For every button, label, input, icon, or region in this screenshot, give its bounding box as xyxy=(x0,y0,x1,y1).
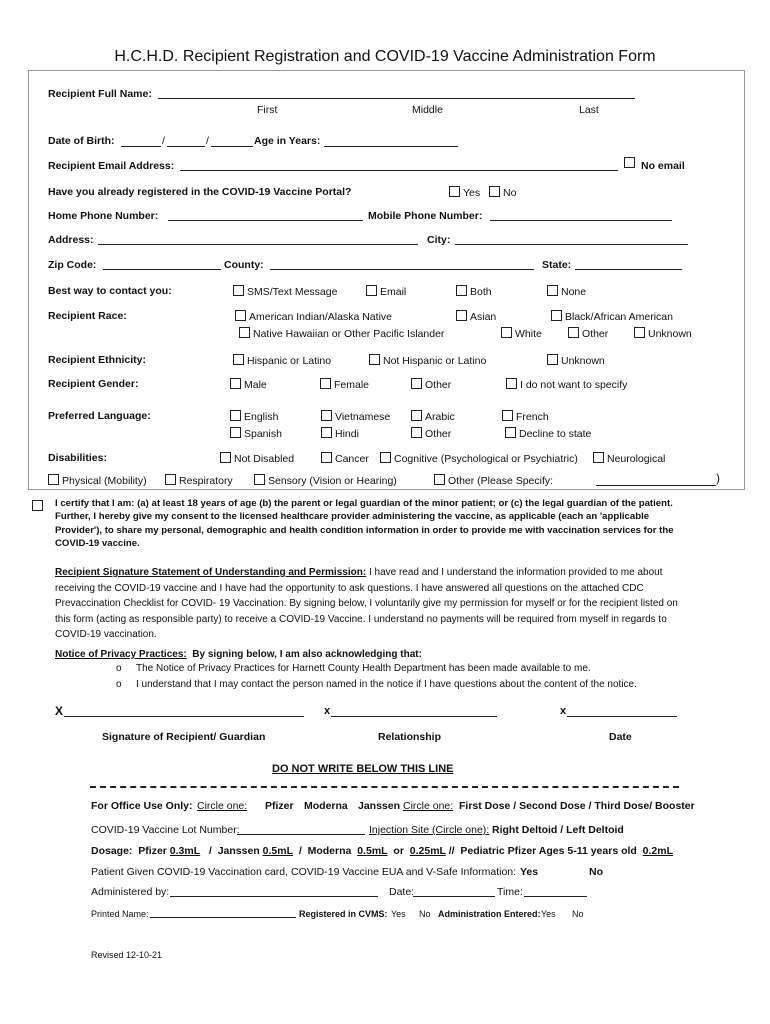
checkbox[interactable] xyxy=(456,310,467,321)
middle-name-caption: Middle xyxy=(412,104,443,116)
statement-text: I have read and I understand the information provided to me about receiving the COVID-19 vaccine and I have had the opportunity to ask questions. I have answered all questions on the attached CDC Prevaccination Checklist for COVID- 19 Vaccination. By signing below, I voluntarily give my permission for myself or for the recipient listed on this form (acting as responsible party) to receive a COVID-19 Vaccine. I understand no payments will be required from myself in regards to COVID-19 vaccination. xyxy=(55,567,678,640)
statement-paragraph xyxy=(55,565,685,643)
checkbox[interactable] xyxy=(366,285,377,296)
dob-label: Date of Birth: xyxy=(48,135,115,147)
address-field[interactable] xyxy=(98,244,418,245)
registration-box xyxy=(28,70,745,490)
lot-field[interactable] xyxy=(237,834,365,835)
state-label: State: xyxy=(542,259,572,271)
checkbox[interactable] xyxy=(230,378,241,389)
race-unknown[interactable]: Unknown xyxy=(634,327,692,341)
janssen-option[interactable]: Janssen xyxy=(358,800,401,812)
portal-yes[interactable]: Yes xyxy=(449,186,480,200)
checkbox[interactable] xyxy=(547,354,558,365)
checkbox[interactable] xyxy=(506,378,517,389)
first-name-caption: First xyxy=(257,104,278,116)
language-decline[interactable]: Decline to state xyxy=(505,427,591,441)
pfizer-option[interactable]: Pfizer xyxy=(265,800,294,812)
certify-checkbox[interactable] xyxy=(32,500,43,511)
checkbox[interactable] xyxy=(320,378,331,389)
disability-cancer[interactable]: Cancer xyxy=(321,452,369,466)
race-native-hawaiian[interactable]: Native Hawaiian or Other Pacific Islander xyxy=(239,327,444,341)
county-label: County: xyxy=(224,259,264,271)
checkbox[interactable] xyxy=(233,354,244,365)
race-label: Recipient Race: xyxy=(48,310,127,322)
full-name-label: Recipient Full Name: xyxy=(48,88,152,100)
email-label: Recipient Email Address: xyxy=(48,160,175,172)
revised-date: Revised 12-10-21 xyxy=(91,950,163,960)
circle-one-label-2: Circle one: xyxy=(403,800,454,812)
ethnicity-label: Recipient Ethnicity: xyxy=(48,354,147,366)
checkbox[interactable] xyxy=(321,452,332,463)
disability-sensory[interactable]: Sensory (Vision or Hearing) xyxy=(254,474,397,488)
checkbox[interactable] xyxy=(411,427,422,438)
entered-no[interactable]: No xyxy=(572,909,584,919)
close-paren: ) xyxy=(716,471,720,485)
checkbox[interactable] xyxy=(239,327,250,338)
age-label: Age in Years: xyxy=(254,135,321,147)
contact-both[interactable]: Both xyxy=(456,285,492,299)
date-x: x xyxy=(560,705,567,717)
office-use-label: For Office Use Only: xyxy=(91,800,193,812)
checkbox[interactable] xyxy=(502,410,513,421)
cvms-yes[interactable]: Yes xyxy=(391,909,406,919)
checkbox[interactable] xyxy=(233,285,244,296)
race-american-indian[interactable]: American Indian/Alaska Native xyxy=(235,310,392,324)
lot-label: COVID-19 Vaccine Lot Number: xyxy=(91,824,240,836)
admin-time-field[interactable] xyxy=(524,896,587,897)
gender-not-specify[interactable]: I do not want to specify xyxy=(506,378,627,392)
contact-sms[interactable]: SMS/Text Message xyxy=(233,285,337,299)
date-caption: Date xyxy=(609,731,632,743)
disabilities-label: Disabilities: xyxy=(48,452,107,464)
card-yes[interactable]: Yes xyxy=(520,866,539,878)
disability-cognitive[interactable]: Cognitive (Psychological or Psychiatric) xyxy=(380,452,578,466)
privacy-sub: By signing below, I am also acknowledging that: xyxy=(192,649,422,660)
checkbox[interactable] xyxy=(48,474,59,485)
gender-label: Recipient Gender: xyxy=(48,378,139,390)
home-phone-label: Home Phone Number: xyxy=(48,210,159,222)
last-name-caption: Last xyxy=(579,104,599,116)
portal-no[interactable]: No xyxy=(489,186,516,200)
language-other[interactable]: Other xyxy=(411,427,451,441)
checkbox[interactable] xyxy=(411,410,422,421)
language-hindi[interactable]: Hindi xyxy=(321,427,359,441)
printed-name-field[interactable] xyxy=(150,917,296,918)
disability-physical[interactable]: Physical (Mobility) xyxy=(48,474,147,488)
city-label: City: xyxy=(427,234,451,246)
injection-site-label: Injection Site (Circle one): xyxy=(369,824,490,836)
checkbox[interactable] xyxy=(593,452,604,463)
zip-field[interactable] xyxy=(103,269,221,270)
cvms-no[interactable]: No xyxy=(419,909,431,919)
checkbox[interactable] xyxy=(321,427,332,438)
administered-field[interactable] xyxy=(170,896,378,897)
checkbox[interactable] xyxy=(165,474,176,485)
certify-text: I certify that I am: (a) at least 18 years of age (b) the parent or legal guardian of the minor patient; or (c) the legal guardian of the patient. Further, I hereby give my consent to the licensed healthcare provider administering the vaccine, as applicable (each an 'applicable Provider'), to share my personal, demographic and health condition information in order to provide me with vaccination services for the COVID-19 vaccine. xyxy=(55,498,674,549)
age-field[interactable] xyxy=(324,146,458,147)
relationship-caption: Relationship xyxy=(378,731,442,743)
no-email-checkbox[interactable] xyxy=(624,157,635,168)
county-field[interactable] xyxy=(270,269,534,270)
checkbox[interactable] xyxy=(380,452,391,463)
checkbox[interactable] xyxy=(230,427,241,438)
dose-options[interactable]: First Dose / Second Dose / Third Dose/ Booster xyxy=(459,800,695,812)
zip-label: Zip Code: xyxy=(48,259,97,271)
gender-male[interactable]: Male xyxy=(230,378,267,392)
checkbox[interactable] xyxy=(235,310,246,321)
relationship-field[interactable] xyxy=(331,716,497,717)
gender-other[interactable]: Other xyxy=(411,378,451,392)
ethnicity-unknown[interactable]: Unknown xyxy=(547,354,605,368)
signature-caption: Signature of Recipient/ Guardian xyxy=(102,731,266,743)
checkbox[interactable] xyxy=(434,474,445,485)
printed-name-label: Printed Name: xyxy=(91,909,149,919)
admin-date-label: Date: xyxy=(389,886,415,898)
disability-other-field[interactable] xyxy=(596,485,716,486)
checkbox[interactable] xyxy=(230,410,241,421)
dob-month-field[interactable] xyxy=(121,146,161,147)
dob-slash: / xyxy=(162,135,165,147)
checkbox[interactable] xyxy=(220,452,231,463)
contact-label: Best way to contact you: xyxy=(48,285,172,297)
portal-question: Have you already registered in the COVID-19 Vaccine Portal? xyxy=(48,186,352,198)
signature-field[interactable] xyxy=(64,716,304,717)
bullet-mark: o xyxy=(116,679,122,690)
dob-day-field[interactable] xyxy=(167,146,205,147)
checkbox[interactable] xyxy=(449,186,460,197)
full-name-field[interactable] xyxy=(158,98,635,99)
admin-time-label: Time: xyxy=(497,886,523,898)
ethnicity-not-hispanic[interactable]: Not Hispanic or Latino xyxy=(369,354,486,368)
race-asian[interactable]: Asian xyxy=(456,310,496,324)
address-label: Address: xyxy=(48,234,94,246)
language-vietnamese[interactable]: Vietnamese xyxy=(321,410,390,424)
mobile-phone-field[interactable] xyxy=(490,220,672,221)
privacy-bullet-2: I understand that I may contact the person named in the notice if I have questions about the content of the notice. xyxy=(136,679,637,690)
checkbox[interactable] xyxy=(369,354,380,365)
entered-label: Administration Entered: xyxy=(438,909,541,919)
entered-yes[interactable]: Yes xyxy=(541,909,556,919)
bullet-mark: o xyxy=(116,663,122,674)
disability-other[interactable]: Other (Please Specify: xyxy=(434,474,553,488)
form-title: H.C.H.D. Recipient Registration and COVID-19 Vaccine Administration Form xyxy=(114,48,656,65)
card-label: Patient Given COVID-19 Vaccination card, COVID-19 Vaccine EUA and V-Safe Information: xyxy=(91,866,517,878)
checkbox[interactable] xyxy=(321,410,332,421)
checkbox[interactable] xyxy=(501,327,512,338)
race-black[interactable]: Black/African American xyxy=(551,310,673,324)
state-field[interactable] xyxy=(575,269,682,270)
no-email-label: No email xyxy=(641,160,685,172)
language-label: Preferred Language: xyxy=(48,410,151,422)
checkbox[interactable] xyxy=(254,474,265,485)
checkbox[interactable] xyxy=(505,427,516,438)
language-french[interactable]: French xyxy=(502,410,549,424)
email-field[interactable] xyxy=(180,170,618,171)
injection-site-options[interactable]: Right Deltoid / Left Deltoid xyxy=(492,824,624,836)
do-not-write-heading: DO NOT WRITE BELOW THIS LINE xyxy=(272,763,454,775)
checkbox[interactable] xyxy=(411,378,422,389)
checkbox[interactable] xyxy=(489,186,500,197)
language-english[interactable]: English xyxy=(230,410,278,424)
cvms-label: Registered in CVMS: xyxy=(299,909,388,919)
checkbox[interactable] xyxy=(547,285,558,296)
checkbox[interactable] xyxy=(568,327,579,338)
race-white[interactable]: White xyxy=(501,327,542,341)
disability-respiratory[interactable]: Respiratory xyxy=(165,474,233,488)
card-no[interactable]: No xyxy=(589,866,603,878)
checkbox[interactable] xyxy=(456,285,467,296)
relationship-x: x xyxy=(324,705,331,717)
gender-female[interactable]: Female xyxy=(320,378,369,392)
mobile-phone-label: Mobile Phone Number: xyxy=(368,210,483,222)
dosage-row: Dosage: Pfizer 0.3mL / Janssen 0.5mL / Moderna 0.5mL or 0.25mL // Pediatric Pfizer Ages 5-11 years old 0.2mL xyxy=(91,845,674,857)
privacy-bullet-1: The Notice of Privacy Practices for Harnett County Health Department has been made available to me. xyxy=(136,663,591,674)
checkbox[interactable] xyxy=(551,310,562,321)
admin-date-field[interactable] xyxy=(413,896,495,897)
disability-not-disabled[interactable]: Not Disabled xyxy=(220,452,294,466)
language-arabic[interactable]: Arabic xyxy=(411,410,455,424)
contact-email[interactable]: Email xyxy=(366,285,406,299)
race-other[interactable]: Other xyxy=(568,327,608,341)
dob-slash: / xyxy=(206,135,209,147)
privacy-heading: Notice of Privacy Practices: xyxy=(55,649,187,660)
contact-none[interactable]: None xyxy=(547,285,586,299)
ethnicity-hispanic[interactable]: Hispanic or Latino xyxy=(233,354,331,368)
statement-heading: Recipient Signature Statement of Understanding and Permission: xyxy=(55,567,367,578)
dob-year-field[interactable] xyxy=(211,146,253,147)
disability-neurological[interactable]: Neurological xyxy=(593,452,665,466)
moderna-option[interactable]: Moderna xyxy=(304,800,348,812)
city-field[interactable] xyxy=(455,244,688,245)
signature-x: X xyxy=(55,704,64,718)
language-spanish[interactable]: Spanish xyxy=(230,427,282,441)
checkbox[interactable] xyxy=(634,327,645,338)
privacy-heading-row xyxy=(55,648,422,661)
home-phone-field[interactable] xyxy=(168,220,363,221)
date-field[interactable] xyxy=(567,716,677,717)
administered-label: Administered by: xyxy=(91,886,170,898)
divider xyxy=(90,786,679,788)
circle-one-label: Circle one: xyxy=(197,800,248,812)
